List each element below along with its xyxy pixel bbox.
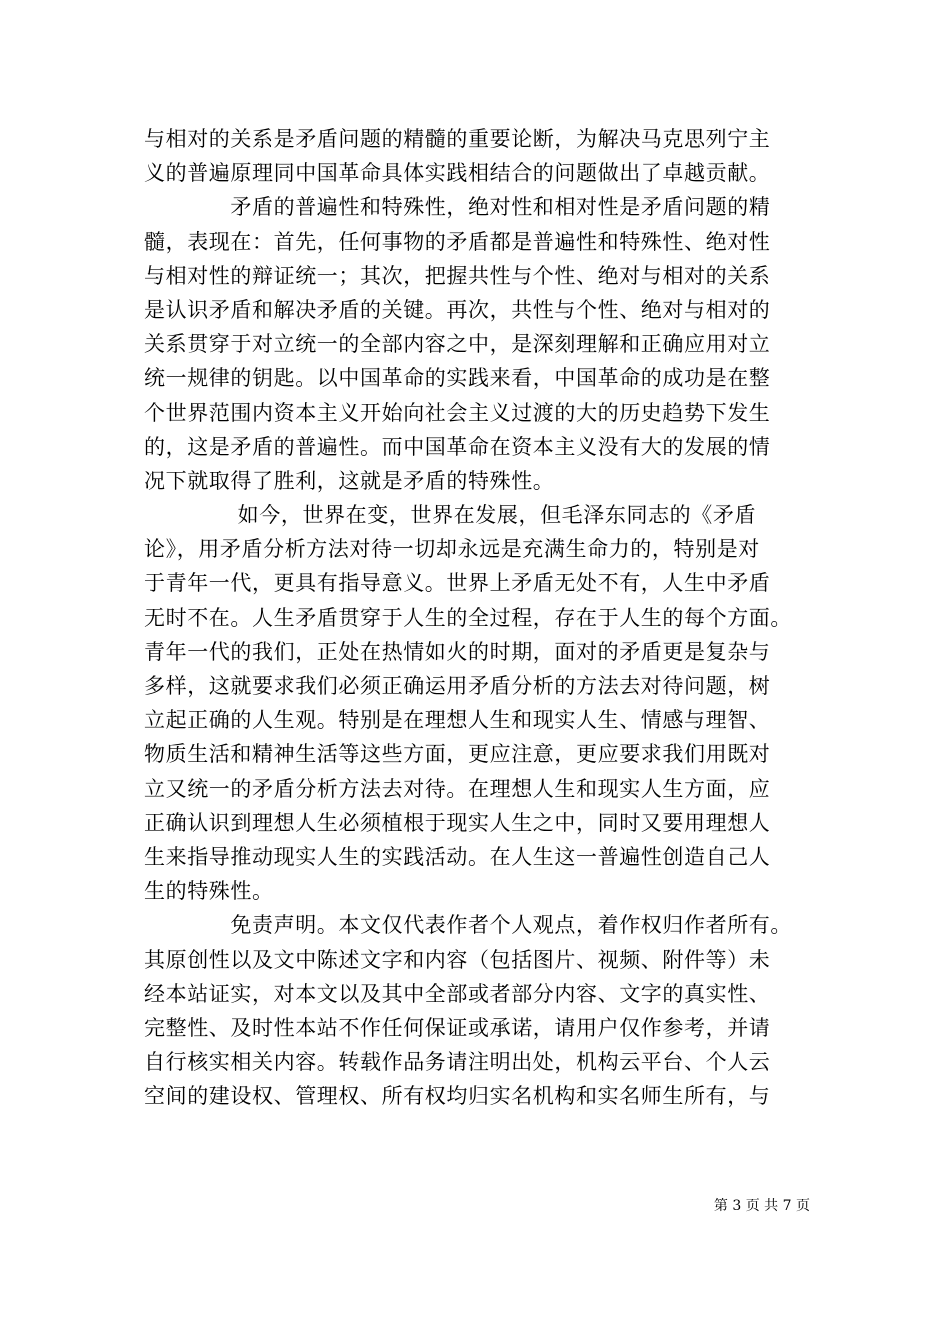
text-line: 经本站证实，对本文以及其中全部或者部分内容、文字的真实性、 [144, 981, 771, 1006]
document-body [144, 122, 814, 1113]
text-line: 完整性、及时性本站不作任何保证或承诺，请用户仅作参考，并请 [144, 1015, 771, 1040]
page-footer [690, 1197, 810, 1215]
page-number-label: 第 3 页 共 7 页 [713, 1198, 810, 1214]
text-line: 立又统一的矛盾分析方法去对待。在理想人生和现实人生方面，应 [144, 776, 771, 801]
text-line: 义的普遍原理同中国革命具体实践相结合的问题做出了卓越贡献。 [144, 161, 771, 186]
text-line: 关系贯穿于对立统一的全部内容之中，是深刻理解和正确应用对立 [144, 332, 771, 357]
text-line: 统一规律的钥匙。以中国革命的实践来看，中国革命的成功是在整 [144, 366, 771, 391]
text-line: 生来指导推动现实人生的实践活动。在人生这一普遍性创造自己人 [144, 844, 771, 869]
text-line: 个世界范围内资本主义开始向社会主义过渡的大的历史趋势下发生 [144, 400, 771, 425]
text-line: 论》，用矛盾分析方法对待一切却永远是充满生命力的，特别是对 [144, 537, 760, 562]
text-line: 青年一代的我们，正处在热情如火的时期，面对的矛盾更是复杂与 [144, 639, 771, 664]
text-line: 免责声明。本文仅代表作者个人观点，着作权归作者所有。 [144, 913, 792, 938]
text-line: 髓，表现在：首先，任何事物的矛盾都是普遍性和特殊性、绝对性 [144, 229, 771, 254]
text-line: 的，这是矛盾的普遍性。而中国革命在资本主义没有大的发展的情 [144, 434, 771, 459]
text-line: 生的特殊性。 [144, 879, 274, 904]
paragraph-disclaimer [144, 908, 814, 1113]
text-line: 况下就取得了胜利，这就是矛盾的特殊性。 [144, 468, 555, 493]
text-line: 与相对性的辩证统一；其次，把握共性与个性、绝对与相对的关系 [144, 263, 771, 288]
text-line: 正确认识到理想人生必须植根于现实人生之中，同时又要用理想人 [144, 810, 771, 835]
text-line: 物质生活和精神生活等这些方面，更应注意，更应要求我们用既对 [144, 742, 771, 767]
text-line: 于青年一代，更具有指导意义。世界上矛盾无处不有，人生中矛盾 [144, 571, 771, 596]
text-line: 空间的建设权、管理权、所有权均归实名机构和实名师生所有，与 [144, 1084, 771, 1109]
text-line: 是认识矛盾和解决矛盾的关键。再次，共性与个性、绝对与相对的 [144, 297, 771, 322]
paragraph-1 [144, 122, 814, 190]
text-line: 自行核实相关内容。转载作品务请注明出处，机构云平台、个人云 [144, 1050, 771, 1075]
paragraph-3 [144, 498, 814, 908]
text-line: 立起正确的人生观。特别是在理想人生和现实人生、情感与理智、 [144, 708, 771, 733]
text-line: 与相对的关系是矛盾问题的精髓的重要论断，为解决马克思列宁主 [144, 127, 771, 151]
text-line: 多样，这就要求我们必须正确运用矛盾分析的方法去对待问题，树 [144, 674, 771, 698]
text-line: 如今，世界在变，世界在发展，但毛泽东同志的《矛盾 [144, 503, 757, 528]
text-line: 无时不在。人生矛盾贯穿于人生的全过程，存在于人生的每个方面。 [144, 605, 792, 630]
text-line: 矛盾的普遍性和特殊性，绝对性和相对性是矛盾问题的精 [144, 195, 771, 220]
text-line: 其原创性以及文中陈述文字和内容（包括图片、视频、附件等）未 [144, 947, 771, 972]
paragraph-2 [144, 190, 814, 498]
